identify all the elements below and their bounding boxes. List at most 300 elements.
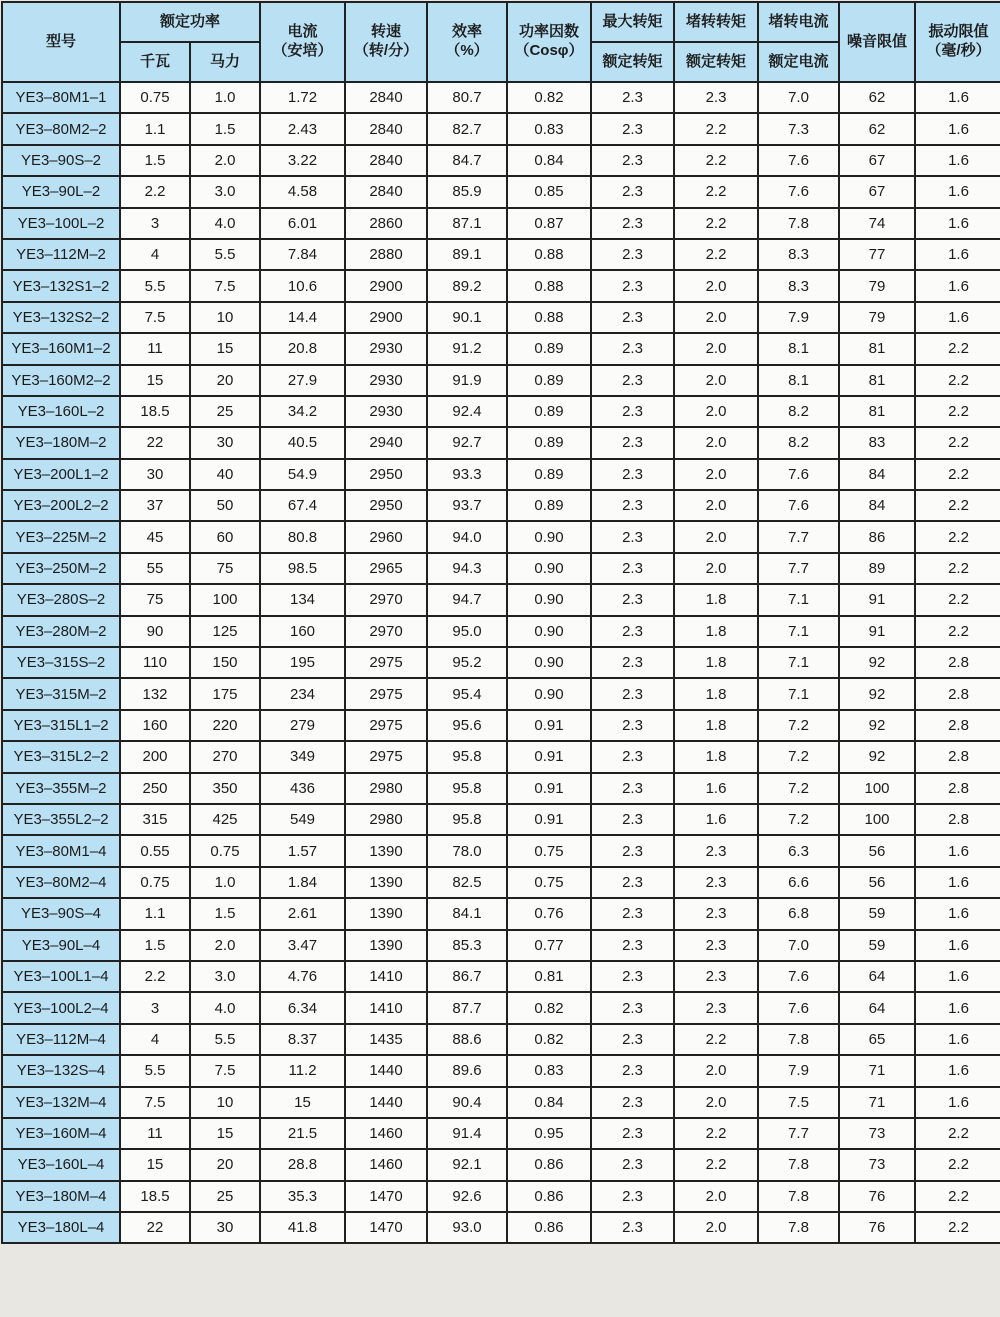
cell-locked-torque-ratio: 2.0 [674,1181,758,1212]
cell-noise-limit: 83 [839,427,915,458]
cell-kw: 2.2 [120,176,190,207]
cell-model: YE3–225M–2 [2,521,120,552]
cell-efficiency: 94.7 [427,584,507,615]
cell-model: YE3–160L–4 [2,1149,120,1180]
cell-kw: 5.5 [120,270,190,301]
cell-hp: 15 [190,1118,260,1149]
table-row [2,1055,1000,1086]
cell-vibration-limit: 2.2 [915,1118,1000,1149]
cell-speed: 1390 [345,930,427,961]
header-power-factor-line2: （Cosφ） [514,42,584,59]
cell-efficiency: 93.3 [427,459,507,490]
header-max-torque-denominator: 额定转矩 [591,42,674,82]
cell-hp: 425 [190,804,260,835]
cell-current: 54.9 [260,459,345,490]
cell-kw: 30 [120,459,190,490]
cell-vibration-limit: 1.6 [915,270,1000,301]
header-current [260,2,345,82]
cell-max-torque-ratio: 2.3 [591,490,674,521]
cell-vibration-limit: 2.2 [915,459,1000,490]
table-row [2,333,1000,364]
cell-speed: 2960 [345,521,427,552]
header-vibration-limit [915,2,1000,82]
cell-max-torque-ratio: 2.3 [591,992,674,1023]
cell-noise-limit: 64 [839,992,915,1023]
cell-hp: 2.0 [190,930,260,961]
cell-locked-torque-ratio: 2.3 [674,961,758,992]
cell-model: YE3–90S–4 [2,898,120,929]
cell-vibration-limit: 1.6 [915,835,1000,866]
cell-efficiency: 85.3 [427,930,507,961]
cell-efficiency: 87.1 [427,208,507,239]
cell-max-torque-ratio: 2.3 [591,113,674,144]
cell-power-factor: 0.89 [507,459,591,490]
cell-locked-current-ratio: 8.2 [758,396,839,427]
cell-vibration-limit: 1.6 [915,176,1000,207]
cell-current: 1.72 [260,82,345,113]
cell-max-torque-ratio: 2.3 [591,584,674,615]
cell-max-torque-ratio: 2.3 [591,270,674,301]
cell-current: 2.43 [260,113,345,144]
cell-vibration-limit: 2.2 [915,553,1000,584]
cell-locked-current-ratio: 8.3 [758,270,839,301]
cell-model: YE3–112M–4 [2,1024,120,1055]
cell-hp: 10 [190,1087,260,1118]
cell-power-factor: 0.89 [507,365,591,396]
cell-efficiency: 78.0 [427,835,507,866]
cell-efficiency: 94.0 [427,521,507,552]
cell-max-torque-ratio: 2.3 [591,1212,674,1243]
cell-vibration-limit: 1.6 [915,82,1000,113]
cell-hp: 3.0 [190,176,260,207]
motor-spec-table [1,1,1000,1244]
table-row [2,1118,1000,1149]
cell-noise-limit: 67 [839,176,915,207]
header-efficiency-line1: 效率 [452,23,483,41]
header-hp: 马力 [190,42,260,82]
cell-locked-torque-ratio: 2.0 [674,270,758,301]
cell-locked-torque-ratio: 1.8 [674,584,758,615]
cell-speed: 1435 [345,1024,427,1055]
table-row [2,961,1000,992]
cell-hp: 1.0 [190,867,260,898]
cell-vibration-limit: 1.6 [915,208,1000,239]
table-row [2,553,1000,584]
cell-locked-torque-ratio: 1.8 [674,741,758,772]
cell-power-factor: 0.77 [507,930,591,961]
cell-speed: 2970 [345,584,427,615]
table-row [2,396,1000,427]
table-row [2,867,1000,898]
cell-hp: 5.5 [190,1024,260,1055]
cell-power-factor: 0.90 [507,553,591,584]
cell-hp: 20 [190,1149,260,1180]
cell-locked-current-ratio: 6.6 [758,867,839,898]
cell-kw: 132 [120,678,190,709]
cell-locked-current-ratio: 7.6 [758,145,839,176]
cell-speed: 1410 [345,992,427,1023]
table-row [2,113,1000,144]
cell-power-factor: 0.87 [507,208,591,239]
cell-noise-limit: 92 [839,710,915,741]
cell-efficiency: 87.7 [427,992,507,1023]
cell-noise-limit: 56 [839,835,915,866]
cell-vibration-limit: 2.2 [915,521,1000,552]
cell-kw: 3 [120,208,190,239]
cell-vibration-limit: 2.2 [915,396,1000,427]
cell-model: YE3–355M–2 [2,773,120,804]
cell-noise-limit: 74 [839,208,915,239]
cell-kw: 75 [120,584,190,615]
cell-speed: 2975 [345,678,427,709]
cell-kw: 37 [120,490,190,521]
cell-kw: 45 [120,521,190,552]
cell-model: YE3–315L2–2 [2,741,120,772]
header-row-top [2,2,1000,42]
cell-max-torque-ratio: 2.3 [591,1118,674,1149]
table-header [2,2,1000,82]
cell-hp: 0.75 [190,835,260,866]
table-row [2,584,1000,615]
cell-noise-limit: 65 [839,1024,915,1055]
cell-locked-torque-ratio: 1.8 [674,678,758,709]
cell-power-factor: 0.90 [507,584,591,615]
cell-kw: 1.5 [120,930,190,961]
cell-efficiency: 93.0 [427,1212,507,1243]
cell-locked-current-ratio: 7.0 [758,930,839,961]
cell-speed: 2930 [345,333,427,364]
cell-noise-limit: 59 [839,930,915,961]
cell-current: 195 [260,647,345,678]
cell-kw: 315 [120,804,190,835]
table-row [2,302,1000,333]
table-row [2,1181,1000,1212]
header-current-line2: （安培） [272,42,333,59]
cell-model: YE3–90S–2 [2,145,120,176]
cell-locked-current-ratio: 7.7 [758,521,839,552]
cell-noise-limit: 76 [839,1212,915,1243]
cell-locked-torque-ratio: 2.0 [674,333,758,364]
header-model: 型号 [2,2,120,82]
cell-efficiency: 93.7 [427,490,507,521]
table-row [2,647,1000,678]
cell-locked-torque-ratio: 2.2 [674,1149,758,1180]
cell-speed: 2975 [345,710,427,741]
cell-hp: 60 [190,521,260,552]
cell-kw: 200 [120,741,190,772]
cell-current: 28.8 [260,1149,345,1180]
cell-model: YE3–100L1–4 [2,961,120,992]
cell-power-factor: 0.86 [507,1181,591,1212]
cell-power-factor: 0.86 [507,1149,591,1180]
cell-locked-torque-ratio: 2.0 [674,553,758,584]
cell-kw: 3 [120,992,190,1023]
cell-current: 15 [260,1087,345,1118]
header-efficiency-line2: （%） [445,42,489,59]
cell-locked-torque-ratio: 2.0 [674,396,758,427]
cell-hp: 5.5 [190,239,260,270]
cell-power-factor: 0.90 [507,678,591,709]
cell-locked-torque-ratio: 1.8 [674,616,758,647]
cell-efficiency: 92.1 [427,1149,507,1180]
cell-noise-limit: 81 [839,396,915,427]
cell-locked-current-ratio: 8.2 [758,427,839,458]
cell-locked-torque-ratio: 2.0 [674,427,758,458]
cell-noise-limit: 92 [839,647,915,678]
cell-power-factor: 0.75 [507,867,591,898]
cell-model: YE3–132S1–2 [2,270,120,301]
cell-kw: 7.5 [120,1087,190,1118]
cell-current: 11.2 [260,1055,345,1086]
cell-max-torque-ratio: 2.3 [591,898,674,929]
cell-model: YE3–160M2–2 [2,365,120,396]
cell-efficiency: 91.2 [427,333,507,364]
cell-current: 3.22 [260,145,345,176]
table-row [2,804,1000,835]
cell-locked-current-ratio: 7.0 [758,82,839,113]
cell-current: 1.57 [260,835,345,866]
cell-locked-torque-ratio: 2.2 [674,1024,758,1055]
cell-locked-torque-ratio: 2.2 [674,145,758,176]
cell-current: 34.2 [260,396,345,427]
cell-current: 35.3 [260,1181,345,1212]
cell-kw: 18.5 [120,396,190,427]
cell-hp: 3.0 [190,961,260,992]
cell-speed: 1390 [345,867,427,898]
cell-locked-torque-ratio: 2.0 [674,1212,758,1243]
cell-model: YE3–132S–4 [2,1055,120,1086]
cell-current: 436 [260,773,345,804]
cell-locked-torque-ratio: 2.0 [674,1055,758,1086]
cell-max-torque-ratio: 2.3 [591,521,674,552]
cell-power-factor: 0.91 [507,741,591,772]
cell-speed: 2975 [345,741,427,772]
cell-model: YE3–80M1–4 [2,835,120,866]
cell-locked-torque-ratio: 2.0 [674,459,758,490]
cell-power-factor: 0.86 [507,1212,591,1243]
cell-max-torque-ratio: 2.3 [591,678,674,709]
cell-power-factor: 0.88 [507,239,591,270]
header-power-factor-line1: 功率因数 [519,23,580,41]
cell-max-torque-ratio: 2.3 [591,208,674,239]
cell-efficiency: 89.2 [427,270,507,301]
cell-speed: 1460 [345,1149,427,1180]
cell-noise-limit: 81 [839,365,915,396]
cell-kw: 4 [120,1024,190,1055]
cell-model: YE3–180L–4 [2,1212,120,1243]
cell-efficiency: 91.4 [427,1118,507,1149]
cell-model: YE3–80M2–4 [2,867,120,898]
cell-speed: 2965 [345,553,427,584]
cell-efficiency: 94.3 [427,553,507,584]
cell-hp: 2.0 [190,145,260,176]
cell-model: YE3–90L–2 [2,176,120,207]
cell-locked-torque-ratio: 2.2 [674,176,758,207]
table-row [2,773,1000,804]
cell-model: YE3–315S–2 [2,647,120,678]
cell-vibration-limit: 1.6 [915,1087,1000,1118]
cell-current: 67.4 [260,490,345,521]
cell-model: YE3–280M–2 [2,616,120,647]
cell-locked-current-ratio: 7.7 [758,553,839,584]
cell-locked-current-ratio: 7.7 [758,1118,839,1149]
header-kw: 千瓦 [120,42,190,82]
cell-kw: 22 [120,427,190,458]
cell-locked-current-ratio: 7.8 [758,1181,839,1212]
cell-locked-torque-ratio: 2.3 [674,898,758,929]
cell-power-factor: 0.81 [507,961,591,992]
cell-vibration-limit: 2.8 [915,741,1000,772]
cell-noise-limit: 84 [839,490,915,521]
cell-max-torque-ratio: 2.3 [591,647,674,678]
table-row [2,1212,1000,1243]
cell-speed: 2880 [345,239,427,270]
cell-hp: 75 [190,553,260,584]
cell-efficiency: 95.4 [427,678,507,709]
cell-speed: 2900 [345,270,427,301]
cell-speed: 1460 [345,1118,427,1149]
cell-model: YE3–200L1–2 [2,459,120,490]
cell-power-factor: 0.85 [507,176,591,207]
cell-model: YE3–355L2–2 [2,804,120,835]
cell-vibration-limit: 1.6 [915,867,1000,898]
cell-power-factor: 0.88 [507,302,591,333]
cell-locked-current-ratio: 6.8 [758,898,839,929]
cell-model: YE3–200L2–2 [2,490,120,521]
cell-current: 80.8 [260,521,345,552]
table-row [2,176,1000,207]
cell-current: 98.5 [260,553,345,584]
header-locked-current-numerator: 堵转电流 [758,2,839,42]
cell-speed: 1440 [345,1087,427,1118]
cell-speed: 1410 [345,961,427,992]
cell-speed: 2950 [345,490,427,521]
cell-vibration-limit: 2.8 [915,710,1000,741]
cell-speed: 2975 [345,647,427,678]
cell-speed: 2950 [345,459,427,490]
cell-locked-current-ratio: 7.2 [758,773,839,804]
header-noise-limit: 噪音限值 [839,2,915,82]
cell-max-torque-ratio: 2.3 [591,82,674,113]
cell-locked-current-ratio: 7.2 [758,804,839,835]
cell-hp: 50 [190,490,260,521]
cell-locked-torque-ratio: 1.6 [674,804,758,835]
cell-locked-torque-ratio: 1.8 [674,710,758,741]
cell-efficiency: 95.8 [427,741,507,772]
cell-max-torque-ratio: 2.3 [591,710,674,741]
cell-model: YE3–132S2–2 [2,302,120,333]
cell-current: 10.6 [260,270,345,301]
cell-speed: 1390 [345,898,427,929]
cell-kw: 160 [120,710,190,741]
cell-noise-limit: 89 [839,553,915,584]
cell-speed: 1470 [345,1212,427,1243]
cell-vibration-limit: 1.6 [915,1055,1000,1086]
cell-noise-limit: 92 [839,741,915,772]
cell-noise-limit: 79 [839,270,915,301]
cell-current: 4.76 [260,961,345,992]
cell-max-torque-ratio: 2.3 [591,930,674,961]
cell-hp: 7.5 [190,270,260,301]
cell-kw: 250 [120,773,190,804]
cell-speed: 1470 [345,1181,427,1212]
cell-vibration-limit: 1.6 [915,113,1000,144]
cell-model: YE3–160M–4 [2,1118,120,1149]
cell-max-torque-ratio: 2.3 [591,459,674,490]
cell-model: YE3–180M–2 [2,427,120,458]
cell-vibration-limit: 1.6 [915,302,1000,333]
cell-max-torque-ratio: 2.3 [591,365,674,396]
cell-locked-current-ratio: 8.1 [758,333,839,364]
cell-power-factor: 0.90 [507,521,591,552]
cell-power-factor: 0.91 [507,710,591,741]
cell-power-factor: 0.84 [507,145,591,176]
cell-model: YE3–280S–2 [2,584,120,615]
cell-kw: 0.75 [120,867,190,898]
cell-vibration-limit: 2.2 [915,1181,1000,1212]
cell-locked-torque-ratio: 2.3 [674,867,758,898]
cell-hp: 25 [190,396,260,427]
cell-power-factor: 0.75 [507,835,591,866]
cell-max-torque-ratio: 2.3 [591,553,674,584]
cell-current: 279 [260,710,345,741]
cell-locked-torque-ratio: 2.0 [674,302,758,333]
header-efficiency [427,2,507,82]
cell-vibration-limit: 2.2 [915,333,1000,364]
table-row [2,992,1000,1023]
cell-model: YE3–80M2–2 [2,113,120,144]
table-row [2,270,1000,301]
cell-vibration-limit: 1.6 [915,930,1000,961]
cell-kw: 7.5 [120,302,190,333]
header-rated-power: 额定功率 [120,2,260,42]
cell-efficiency: 85.9 [427,176,507,207]
cell-vibration-limit: 1.6 [915,898,1000,929]
cell-locked-current-ratio: 8.1 [758,365,839,396]
cell-efficiency: 82.7 [427,113,507,144]
cell-hp: 175 [190,678,260,709]
cell-vibration-limit: 2.2 [915,365,1000,396]
cell-hp: 4.0 [190,992,260,1023]
cell-max-torque-ratio: 2.3 [591,1024,674,1055]
cell-noise-limit: 64 [839,961,915,992]
cell-locked-current-ratio: 7.6 [758,961,839,992]
cell-kw: 0.75 [120,82,190,113]
cell-hp: 1.0 [190,82,260,113]
cell-locked-current-ratio: 7.6 [758,992,839,1023]
header-max-torque-numerator: 最大转矩 [591,2,674,42]
table-row [2,459,1000,490]
cell-efficiency: 92.6 [427,1181,507,1212]
cell-current: 21.5 [260,1118,345,1149]
cell-power-factor: 0.91 [507,773,591,804]
cell-locked-current-ratio: 7.1 [758,584,839,615]
header-speed-line1: 转速 [371,23,402,41]
cell-model: YE3–160L–2 [2,396,120,427]
cell-kw: 4 [120,239,190,270]
table-row [2,208,1000,239]
cell-efficiency: 89.1 [427,239,507,270]
cell-locked-current-ratio: 7.9 [758,1055,839,1086]
cell-locked-torque-ratio: 2.0 [674,1087,758,1118]
cell-locked-current-ratio: 7.1 [758,647,839,678]
cell-hp: 10 [190,302,260,333]
header-vibration-line1: 振动限值 [928,23,989,41]
cell-vibration-limit: 2.2 [915,490,1000,521]
cell-locked-current-ratio: 7.2 [758,710,839,741]
header-locked-current-denominator: 额定电流 [758,42,839,82]
cell-noise-limit: 91 [839,616,915,647]
